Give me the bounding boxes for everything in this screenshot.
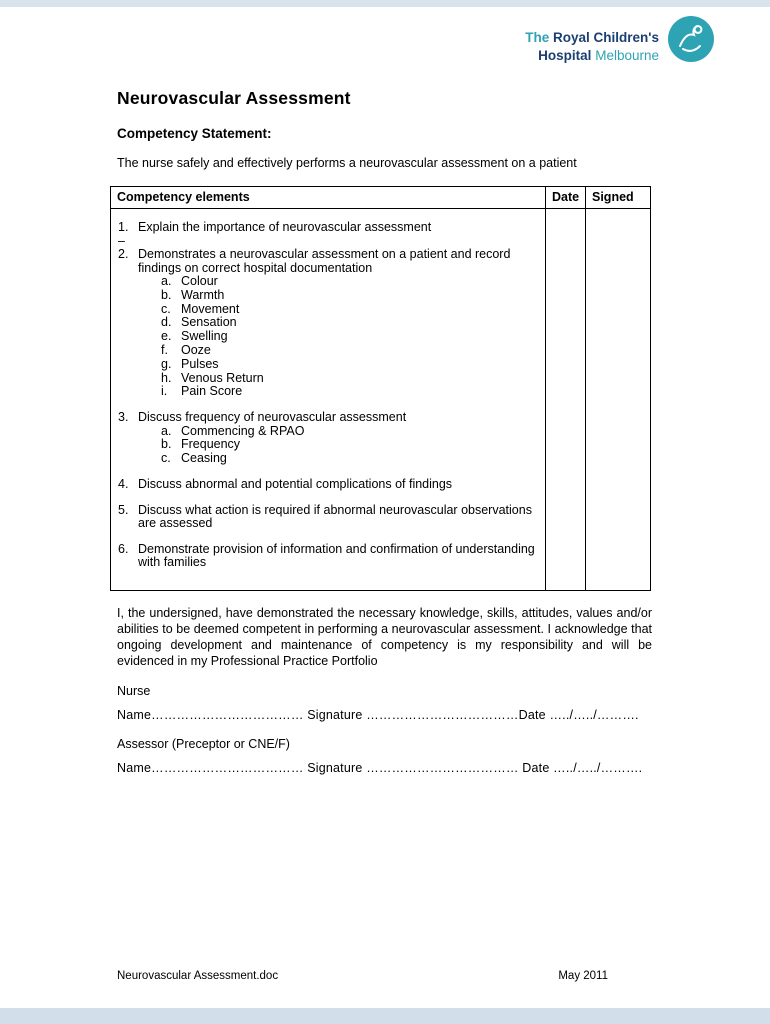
item-number [118,504,138,531]
bottom-edge-bar [0,1008,770,1024]
footer-filename: Neurovascular Assessment.doc [117,970,279,982]
sub-item [161,358,539,372]
sub-text: Frequency [181,437,241,452]
item-text: Discuss abnormal and potential complications of findings [138,477,453,492]
declaration-text: I, the undersigned, have demonstrated the necessary knowledge, skills, attitudes, values and/or abilities to be deemed competent in performing a neurovascular assessment. I acknowledge that ongoing development and maintenance of competency is my responsibility and will be evidenced in my Professional Practice Portfolio [117,605,652,669]
item-text: Discuss what action is required if abnormal neurovascular observations are assessed [138,502,532,531]
sub-item [161,385,539,399]
sub-text: Commencing & RPAO [181,423,305,438]
header-competency-elements: Competency elements [111,187,546,209]
sub-text: Movement [181,301,240,316]
item-text: Demonstrates a neurovascular assessment on a patient and record findings on correct hospital documentation [138,247,511,275]
sub-letter [161,452,181,466]
item-text: Discuss frequency of neurovascular assessment [138,410,407,425]
sub-item [161,344,539,358]
item-2-sublist [118,275,539,399]
dash-row: – [118,233,125,248]
item-number [118,543,138,570]
table-header-row [111,187,651,209]
assessor-label: Assessor (Preceptor or CNE/F) [117,737,290,752]
header-signed: Signed [586,187,651,209]
sub-item [161,330,539,344]
assessor-signature-line: Name……………………………… Signature ……………………………… Date …../…../………. [117,761,643,776]
item-number [118,411,138,425]
competency-statement-heading: Competency Statement: [117,126,272,141]
sub-letter [161,425,181,439]
sub-item [161,275,539,289]
logo-hospital: Hospital [538,48,592,63]
sub-text: Ooze [181,342,211,357]
sub-item [161,425,539,439]
sub-letter [161,344,181,358]
item-3-sublist [118,425,539,466]
nurse-label: Nurse [117,684,151,699]
sub-text: Swelling [181,329,228,344]
competency-item-6 [118,543,539,570]
date-cell [546,209,586,591]
document-content [117,0,652,775]
competency-item-1 [118,221,539,235]
sub-item [161,438,539,452]
sub-text: Ceasing [181,451,227,466]
sub-text: Pain Score [181,384,243,399]
competency-item-5 [118,504,539,531]
sub-letter [161,330,181,344]
page-footer [117,970,653,982]
logo-melbourne: Melbourne [595,48,659,63]
competency-item-2 [118,248,539,275]
competency-items [118,221,539,570]
sub-letter [161,289,181,303]
table-body-row [111,209,651,591]
sub-letter [161,275,181,289]
item-number [118,248,138,275]
sub-letter [161,438,181,452]
sub-item [161,452,539,466]
sub-text: Colour [181,274,218,288]
sub-item [161,316,539,330]
competency-item-3 [118,411,539,425]
competency-item-4 [118,478,539,492]
item-number [118,221,138,235]
sub-letter [161,358,181,372]
sub-letter [161,372,181,386]
footer-date: May 2011 [558,970,608,982]
sub-letter [161,385,181,399]
sub-item [161,303,539,317]
sub-item [161,372,539,386]
logo-the: The [525,30,550,45]
page-title: Neurovascular Assessment [117,88,351,108]
intro-text: The nurse safely and effectively performs a neurovascular assessment on a patient [117,156,577,170]
item-text: Explain the importance of neurovascular assessment [138,220,432,234]
signed-cell [586,209,651,591]
competency-table [110,186,651,591]
sub-text: Sensation [181,315,237,330]
sub-text: Venous Return [181,370,264,385]
item-number [118,478,138,492]
sub-text: Warmth [181,287,225,302]
sub-item [161,289,539,303]
logo-royal-childrens: Royal Children's [553,30,659,45]
header-date: Date [546,187,586,209]
item-text: Demonstrate provision of information and confirmation of understanding with families [138,541,535,570]
nurse-signature-line: Name……………………………… Signature ………………………………Date …../…../………. [117,708,639,723]
sub-text: Pulses [181,356,219,371]
rch-logo-icon [668,16,714,67]
sub-letter [161,303,181,317]
sub-letter [161,316,181,330]
competency-elements-cell [111,209,546,591]
